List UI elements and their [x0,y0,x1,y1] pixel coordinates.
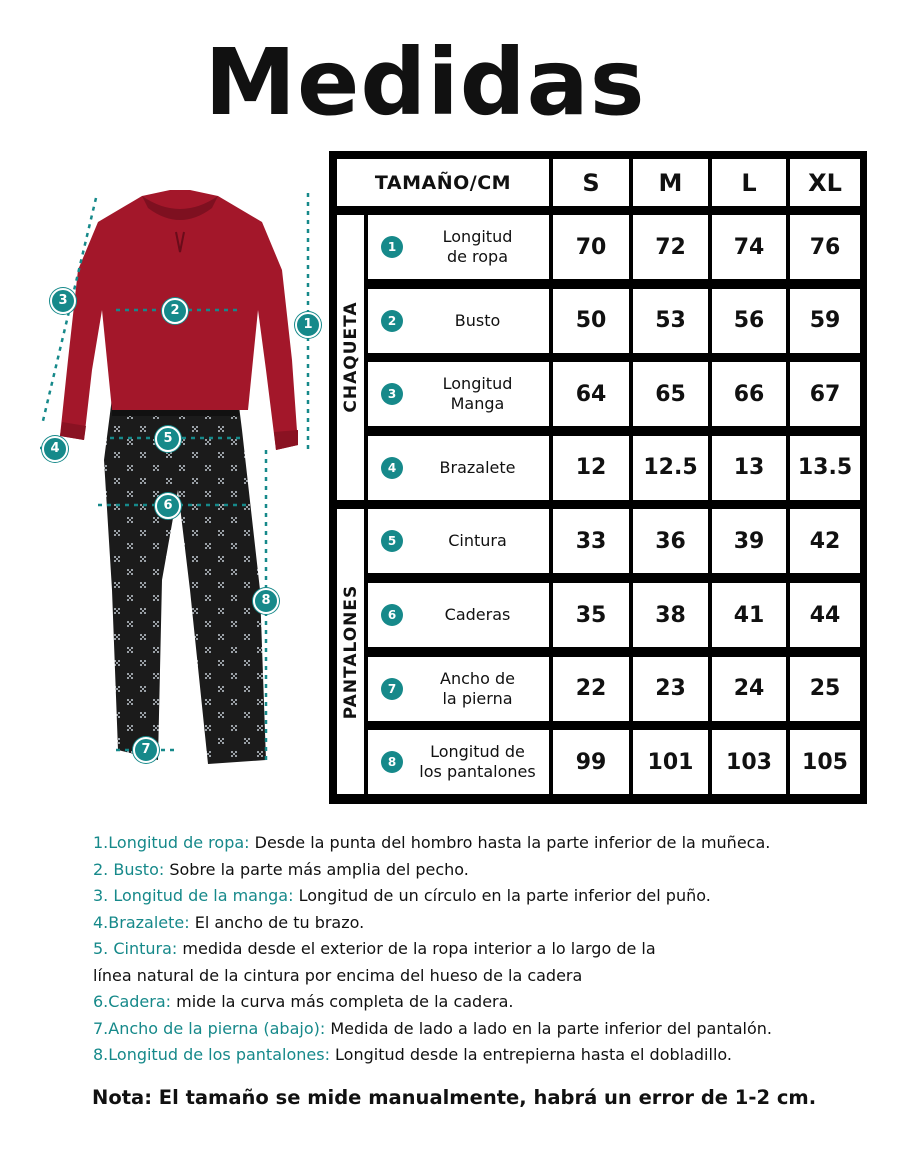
row-label: Busto [454,310,501,330]
row-label-cell [368,362,549,426]
badge-2: 2 [162,298,188,324]
note-text: Sobre la parte más amplia del pecho. [164,859,469,879]
value-cell-m: 36 [633,509,708,573]
note-line [93,830,873,857]
badge-7: 7 [133,737,159,763]
row-number-badge: 8 [381,751,403,773]
badge-5: 5 [155,426,181,452]
size-table [329,151,867,804]
note-key: 7.Ancho de la pierna (abajo): [93,1018,326,1038]
header-size-l: L [712,159,786,206]
value-cell-xl: 76 [790,215,860,279]
note-line [93,1016,873,1043]
value-cell-m: 53 [633,289,708,353]
page-title: Medidas [204,29,646,136]
value-cell-s: 33 [553,509,629,573]
row-number-badge: 5 [381,530,403,552]
row-label-cell [368,730,549,794]
header-size-label: TAMAÑO/CM [337,159,549,206]
value-cell-xl: 13.5 [790,436,860,500]
value-cell-xl: 67 [790,362,860,426]
value-cell-l: 13 [712,436,786,500]
row-label-cell [368,289,549,353]
badge-8: 8 [253,588,279,614]
group-label: CHAQUETA [340,301,361,413]
row-label: Caderas [444,605,511,624]
note-text: Longitud desde la entrepierna hasta el dobladillo. [329,1045,732,1064]
row-label-cell [368,215,549,279]
row-number-badge: 6 [381,604,403,626]
header-size-s: S [553,159,629,206]
value-cell-xl: 59 [790,289,860,353]
value-cell-l: 74 [712,215,786,279]
value-cell-m: 23 [633,657,708,721]
note-line [93,857,873,884]
note-key: 8.Longitud de los pantalones: [93,1045,330,1064]
note-text: Medida de lado a lado en la parte inferior del pantalón. [325,1018,773,1038]
note-key: 2. Busto: [93,859,165,879]
badge-3: 3 [50,288,76,314]
row-label: Longitud Manga [442,374,513,414]
note-key: 6.Cadera: [93,992,172,1011]
value-cell-s: 64 [553,362,629,426]
row-label-cell [368,657,549,721]
badge-1: 1 [295,312,321,338]
note-text: línea natural de la cintura por encima del hueso de la cadera [93,965,583,985]
value-cell-m: 65 [633,362,708,426]
value-cell-m: 101 [633,730,708,794]
measurement-notes [93,830,873,1069]
value-cell-xl: 25 [790,657,860,721]
group-chaqueta [337,215,364,500]
value-cell-xl: 42 [790,509,860,573]
group-pantalones [337,509,364,794]
note-line [93,1042,873,1069]
badge-4: 4 [42,436,68,462]
value-cell-s: 35 [553,583,629,647]
note-key: 3. Longitud de la manga: [93,886,294,905]
note-key: 5. Cintura: [93,939,178,958]
row-label-cell [368,436,549,500]
note-line [93,989,873,1016]
row-number-badge: 4 [381,457,403,479]
value-cell-s: 22 [553,657,629,721]
pants-shape [104,398,266,764]
value-cell-l: 66 [712,362,786,426]
value-cell-l: 39 [712,509,786,573]
note-key: 1.Longitud de ropa: [93,833,250,852]
value-cell-l: 103 [712,730,786,794]
header-size-xl: XL [790,159,860,206]
row-label: Ancho de la pierna [440,668,515,708]
row-number-badge: 7 [381,678,403,700]
note-line [93,883,873,910]
note-line [93,910,873,937]
value-cell-m: 72 [633,215,708,279]
row-label: Cintura [448,531,507,551]
row-number-badge: 2 [381,310,403,332]
note-text: medida desde el exterior de la ropa interior a lo largo de la [177,939,656,958]
row-label-cell [368,583,549,647]
note-text: mide la curva más completa de la cadera. [171,992,514,1011]
group-label: PANTALONES [340,584,361,720]
badge-6: 6 [155,493,181,519]
row-label: Longitud de ropa [442,227,513,266]
value-cell-s: 99 [553,730,629,794]
pajama-illustration [30,160,320,780]
value-cell-m: 12.5 [633,436,708,500]
note-text: Longitud de un círculo en la parte inferior del puño. [293,886,711,905]
pajama-drawing [30,160,320,780]
note-line [93,963,873,990]
value-cell-l: 41 [712,583,786,647]
note-text: Desde la punta del hombro hasta la parte inferior de la muñeca. [249,833,771,852]
note-text: El ancho de tu brazo. [189,912,365,932]
value-cell-l: 24 [712,657,786,721]
value-cell-xl: 44 [790,583,860,647]
row-number-badge: 3 [381,383,403,405]
row-label: Brazalete [439,457,516,477]
value-cell-s: 70 [553,215,629,279]
header-size-m: M [633,159,708,206]
value-cell-l: 56 [712,289,786,353]
final-note: Nota: El tamaño se mide manualmente, habrá un error de 1-2 cm. [92,1086,817,1109]
note-key: 4.Brazalete: [93,912,190,932]
value-cell-xl: 105 [790,730,860,794]
value-cell-s: 50 [553,289,629,353]
value-cell-m: 38 [633,583,708,647]
note-line [93,936,873,963]
row-label-cell [368,509,549,573]
value-cell-s: 12 [553,436,629,500]
row-number-badge: 1 [381,236,403,258]
row-label: Longitud de los pantalones [419,742,536,782]
